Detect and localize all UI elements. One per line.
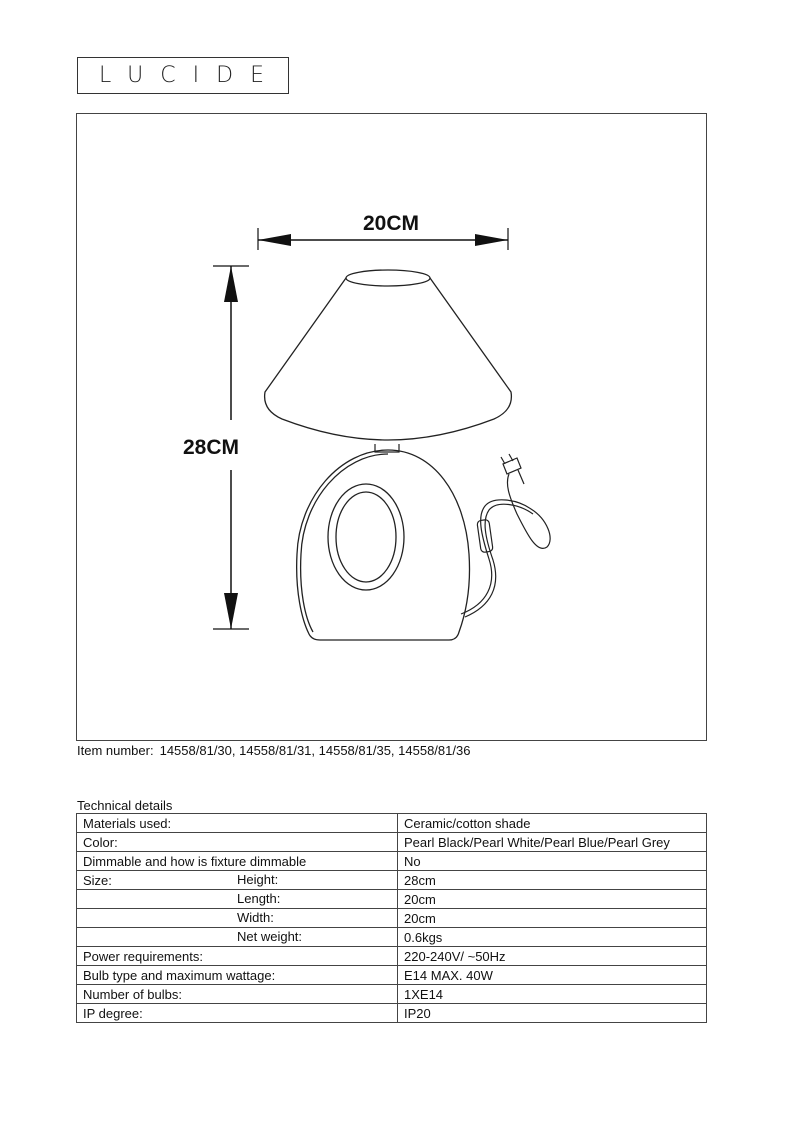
row-value: IP20 (398, 1004, 707, 1023)
row-label: IP degree: (83, 1005, 143, 1021)
row-sublabel: Length: (237, 891, 281, 906)
item-number-label: Item number: (77, 743, 154, 758)
technical-details-title: Technical details (77, 798, 173, 813)
table-row (77, 871, 707, 890)
row-label: Dimmable and how is fixture dimmable (83, 853, 307, 869)
row-value: 0.6kgs (398, 928, 707, 947)
table-row (77, 1004, 707, 1023)
product-drawing (76, 113, 707, 741)
width-label: 20CM (362, 212, 420, 235)
table-row (77, 928, 707, 947)
lucide-logo (77, 57, 289, 94)
row-label: Number of bulbs: (83, 986, 182, 1002)
row-value: E14 MAX. 40W (398, 966, 707, 985)
table-row (77, 947, 707, 966)
item-number-values: 14558/81/30, 14558/81/31, 14558/81/35, 14558/81/36 (159, 743, 471, 758)
row-sublabel: Net weight: (237, 929, 303, 944)
lamp-illustration (77, 114, 708, 742)
power-cord (461, 454, 550, 617)
row-value: No (398, 852, 707, 871)
lamp-shade (265, 270, 512, 440)
row-value: Ceramic/cotton shade (398, 814, 707, 833)
row-label: Color: (83, 834, 118, 850)
row-value: 20cm (398, 909, 707, 928)
row-label: Materials used: (83, 815, 172, 831)
row-sublabel: Width: (237, 910, 274, 925)
row-label: Power requirements: (83, 948, 203, 964)
technical-details-table (76, 813, 707, 1023)
table-row (77, 966, 707, 985)
row-value: 1XE14 (398, 985, 707, 1004)
logo-text: LUCIDE (99, 63, 281, 88)
row-value: 20cm (398, 890, 707, 909)
row-label: Bulb type and maximum wattage: (83, 967, 276, 983)
table-row (77, 985, 707, 1004)
row-label: Size: (83, 872, 112, 888)
row-value: Pearl Black/Pearl White/Pearl Blue/Pearl Grey (398, 833, 707, 852)
table-row (77, 833, 707, 852)
table-row (77, 814, 707, 833)
table-row (77, 890, 707, 909)
lamp-body (297, 450, 470, 640)
row-sublabel: Height: (237, 872, 279, 887)
item-number (77, 743, 470, 758)
table-row (77, 909, 707, 928)
row-value: 220-240V/ ~50Hz (398, 947, 707, 966)
height-label: 28CM (182, 436, 240, 459)
row-value: 28cm (398, 871, 707, 890)
table-row (77, 852, 707, 871)
